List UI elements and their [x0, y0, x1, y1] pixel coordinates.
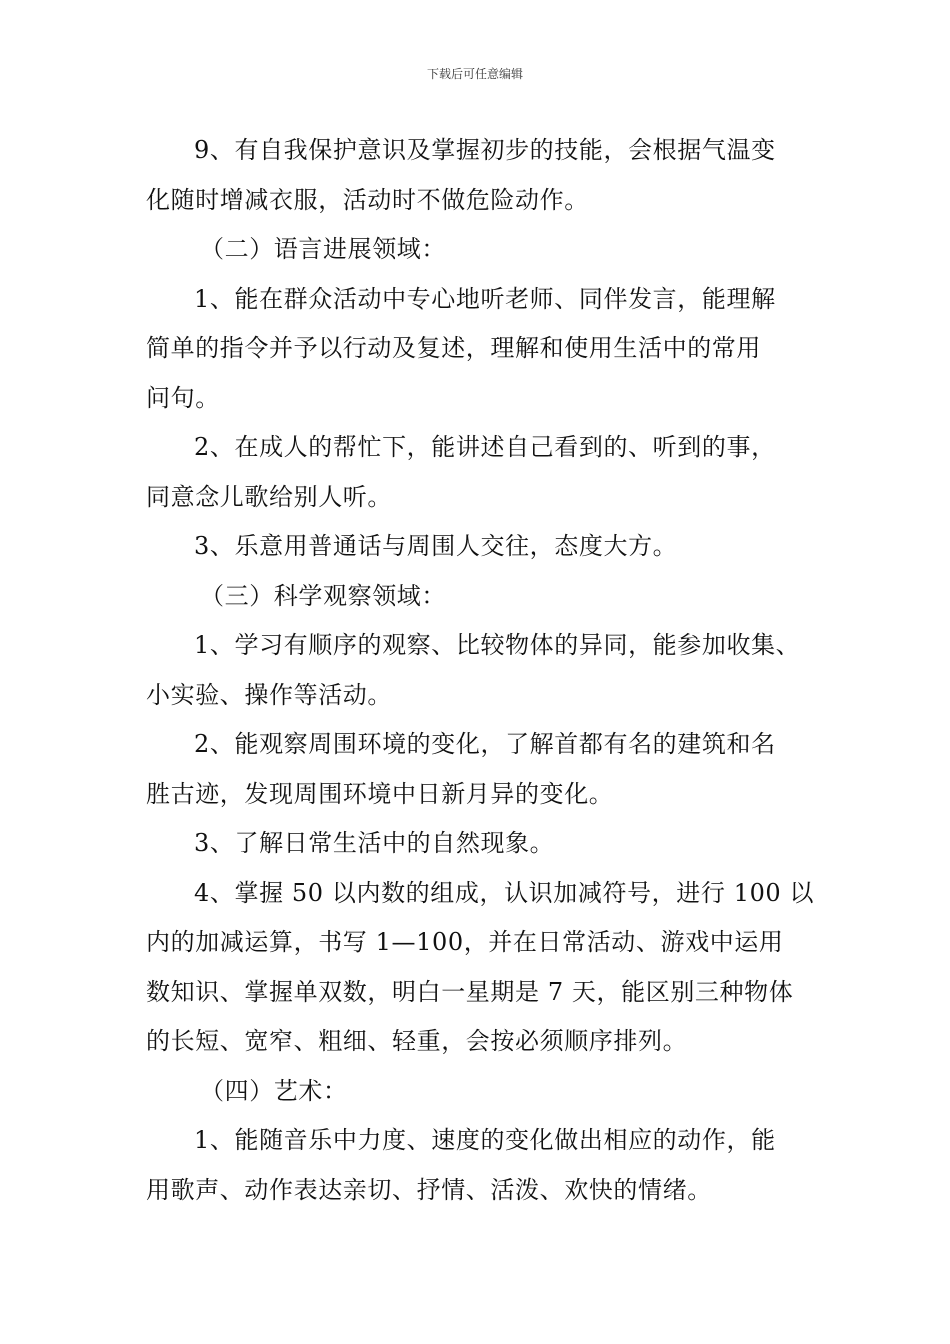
page-header: 下载后可任意编辑 [426, 67, 523, 81]
text-line: 3、了解日常生活中的自然现象。 [194, 829, 555, 857]
section-heading: （四）艺术： [200, 1076, 348, 1105]
text-line: 2、在成人的帮忙下，能讲述自己看到的、听到的事， [194, 433, 776, 461]
text-line: 数知识、掌握单双数，明白一星期是 7 天，能区别三种物体 [146, 977, 794, 1006]
text-line: 1、能随音乐中力度、速度的变化做出相应的动作，能 [194, 1126, 776, 1154]
text-line: 4、掌握 50 以内数的组成，认识加减符号，进行 100 以 [194, 878, 815, 907]
text-line: 同意念儿歌给别人听。 [146, 482, 392, 511]
text-line: 问句。 [146, 383, 220, 412]
text-line: 简单的指令并予以行动及复述，理解和使用生活中的常用 [146, 334, 761, 362]
text-line: 化随时增减衣服，活动时不做危险动作。 [146, 185, 589, 214]
text-line: 3、乐意用普通话与周围人交往，态度大方。 [194, 532, 678, 560]
section-heading: （三）科学观察领域： [200, 581, 446, 610]
text-line: 内的加减运算，书写 1—100，并在日常活动、游戏中运用 [146, 928, 784, 956]
text-line: 用歌声、动作表达亲切、抒情、活泼、欢快的情绪。 [146, 1175, 712, 1204]
text-line: 胜古迹，发现周围环境中日新月异的变化。 [146, 779, 614, 808]
text-line: 的长短、宽窄、粗细、轻重，会按必须顺序排列。 [146, 1027, 688, 1055]
section-heading: （二）语言进展领域： [200, 235, 446, 263]
document-body [146, 126, 826, 1215]
text-line: 1、学习有顺序的观察、比较物体的异同，能参加收集、 [194, 631, 801, 659]
text-line: 1、能在群众活动中专心地听老师、同伴发言，能理解 [194, 284, 776, 313]
text-line: 9、有自我保护意识及掌握初步的技能，会根据气温变 [194, 136, 776, 164]
text-line: 2、能观察周围环境的变化，了解首都有名的建筑和名 [194, 730, 776, 758]
text-line: 小实验、操作等活动。 [146, 680, 392, 709]
